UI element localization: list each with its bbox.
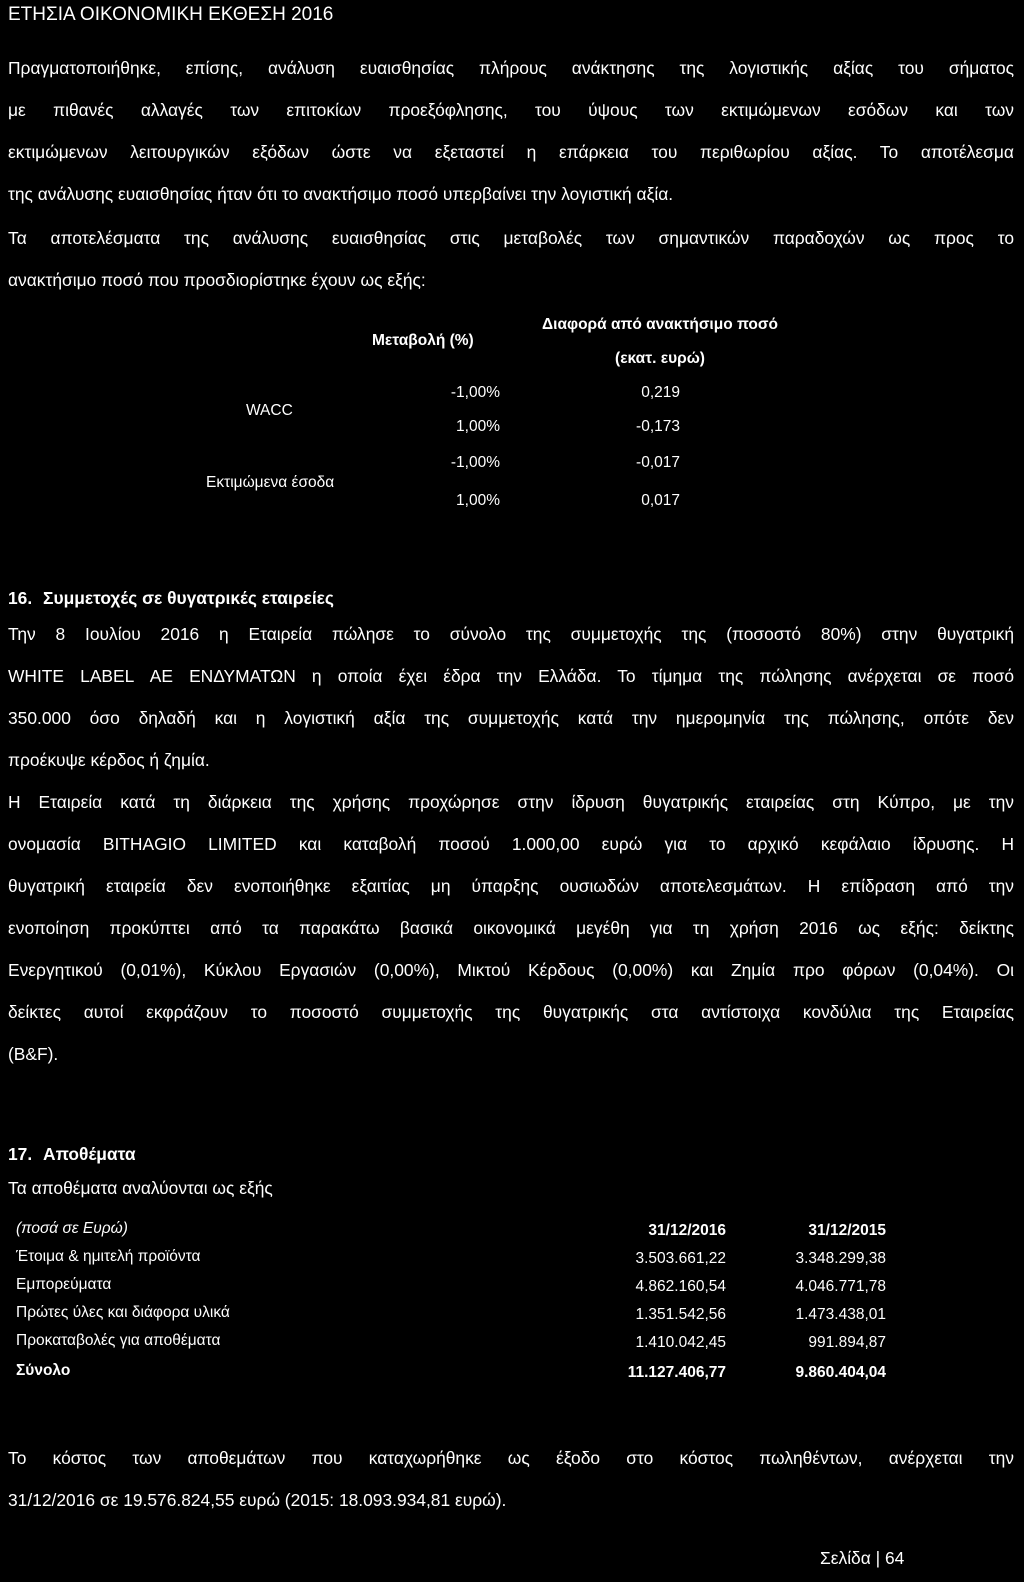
value-2015: 3.348.299,38 xyxy=(795,1250,886,1267)
s16-line-11: (B&F). xyxy=(8,1044,59,1064)
cost-line-2: 31/12/2016 σε 19.576.824,55 ευρώ (2015: 18.093.934,81 ευρώ). xyxy=(8,1490,507,1510)
col-header-diff: Διαφορά από ανακτήσιμο ποσό xyxy=(542,316,778,333)
section-17-heading xyxy=(8,1144,136,1165)
diff-value: 0,219 xyxy=(641,384,680,401)
value-2016: 11.127.406,77 xyxy=(627,1364,726,1381)
value-2015: 1.473.438,01 xyxy=(795,1306,886,1323)
section-title: Συμμετοχές σε θυγατρικές εταιρείες xyxy=(43,588,334,608)
diff-value: -0,017 xyxy=(636,454,680,471)
row-label: Προκαταβολές για αποθέματα xyxy=(16,1332,221,1349)
change-value: 1,00% xyxy=(456,492,500,509)
s16-line-9: Ενεργητικού (0,01%), Κύκλου Εργασιών (0,00%), Μικτού Κέρδους (0,00%) και Ζημία προ φόρων (0,04%). Οι xyxy=(8,960,1014,980)
change-value: -1,00% xyxy=(450,384,500,401)
s17-subtitle: Τα αποθέματα αναλύονται ως εξής xyxy=(8,1178,273,1198)
value-2016: 3.503.661,22 xyxy=(635,1250,726,1267)
value-2016: 1.410.042,45 xyxy=(635,1334,726,1351)
col-header-change: Μεταβολή (%) xyxy=(372,332,474,349)
page-number: Σελίδα | 64 xyxy=(820,1548,905,1568)
value-2015: 991.894,87 xyxy=(808,1334,886,1351)
col-header-diff-unit: (εκατ. ευρώ) xyxy=(615,350,705,367)
value-2016: 4.862.160,54 xyxy=(635,1278,726,1295)
diff-value: 0,017 xyxy=(641,492,680,509)
intro-line-2: με πιθανές αλλαγές των επιτοκίων προεξόφλησης, του ύψους των εκτιμώμενων εσόδων και των xyxy=(8,100,1014,120)
s16-line-7: θυγατρική εταιρεία δεν ενοποιήθηκε εξαιτίας μη ύπαρξης ουσιωδών αποτελεσμάτων. Η επίδραση από την xyxy=(8,876,1014,896)
value-2015: 9.860.404,04 xyxy=(795,1364,886,1381)
s16-line-2: WHITE LABEL ΑΕ ΕΝΔΥΜΑΤΩΝ η οποία έχει έδρα την Ελλάδα. Το τίμημα της πώλησης ανέρχεται σε ποσό xyxy=(8,666,1014,686)
change-value: -1,00% xyxy=(450,454,500,471)
unit-label: (ποσά σε Ευρώ) xyxy=(16,1220,128,1237)
row-label: Έτοιμα & ημιτελή προϊόντα xyxy=(16,1248,201,1265)
row-label: Σύνολο xyxy=(16,1362,71,1379)
intro-line-4: της ανάλυσης ευαισθησίας ήταν ότι το ανακτήσιμο ποσό υπερβαίνει την λογιστική αξία. xyxy=(8,184,674,204)
s16-line-1: Την 8 Ιουλίου 2016 η Εταιρεία πώλησε το σύνολο της συμμετοχής της (ποσοστό 80%) στην θυγατρική xyxy=(8,624,1014,644)
s16-line-8: ενοποίηση προκύπτει από τα παρακάτω βασικά οικονομικά μεγέθη για τη χρήση 2016 ως εξής: δείκτης xyxy=(8,918,1014,938)
value-2015: 4.046.771,78 xyxy=(795,1278,886,1295)
col-header-2015: 31/12/2015 xyxy=(808,1222,886,1239)
section-number: 16. xyxy=(8,588,33,608)
row-label: Πρώτες ύλες και διάφορα υλικά xyxy=(16,1304,230,1321)
s16-line-5: Η Εταιρεία κατά τη διάρκεια της χρήσης προχώρησε στην ίδρυση θυγατρικής εταιρείας στη Κύπρο, με την xyxy=(8,792,1014,812)
intro-line-6: ανακτήσιμο ποσό που προσδιορίστηκε έχουν ως εξής: xyxy=(8,270,426,290)
change-value: 1,00% xyxy=(456,418,500,435)
s16-line-4: προέκυψε κέρδος ή ζημία. xyxy=(8,750,210,770)
section-16-heading xyxy=(8,588,334,609)
s16-line-3: 350.000 όσο δηλαδή και η λογιστική αξία της συμμετοχής κατά την ημερομηνία της πώλησης, οπότε δεν xyxy=(8,708,1014,728)
col-header-2016: 31/12/2016 xyxy=(648,1222,726,1239)
row-label-revenue: Εκτιμώμενα έσοδα xyxy=(206,474,335,491)
row-label: Εμπορεύματα xyxy=(16,1276,112,1293)
s16-line-6: ονομασία BITHAGIO LIMITED και καταβολή ποσού 1.000,00 ευρώ για το αρχικό κεφάλαιο ίδρυσης. Η xyxy=(8,834,1014,854)
section-title: Αποθέματα xyxy=(43,1144,136,1164)
s16-line-10: δείκτες αυτοί εκφράζουν το ποσοστό συμμετοχής της θυγατρικής στα αντίστοιχα κονδύλια της Εταιρείας xyxy=(8,1002,1014,1022)
section-number: 17. xyxy=(8,1144,33,1164)
value-2016: 1.351.542,56 xyxy=(635,1306,726,1323)
intro-line-1: Πραγματοποιήθηκε, επίσης, ανάλυση ευαισθησίας πλήρους ανάκτησης της λογιστικής αξίας του σήματος xyxy=(8,58,1014,78)
intro-line-5: Τα αποτελέσματα της ανάλυσης ευαισθησίας στις μεταβολές των σημαντικών παραδοχών ως προς το xyxy=(8,228,1014,248)
cost-line-1: Το κόστος των αποθεμάτων που καταχωρήθηκε ως έξοδο στο κόστος πωληθέντων, ανέρχεται την xyxy=(8,1448,1014,1468)
diff-value: -0,173 xyxy=(636,418,680,435)
row-label-wacc: WACC xyxy=(246,402,293,419)
intro-line-3: εκτιμώμενων λειτουργικών εξόδων ώστε να εξεταστεί η επάρκεια του περιθωρίου αξίας. Το αποτέλεσμα xyxy=(8,142,1014,162)
running-header: ΕΤΗΣΙΑ ΟΙΚΟΝΟΜΙΚΗ ΕΚΘΕΣΗ 2016 xyxy=(8,4,334,25)
